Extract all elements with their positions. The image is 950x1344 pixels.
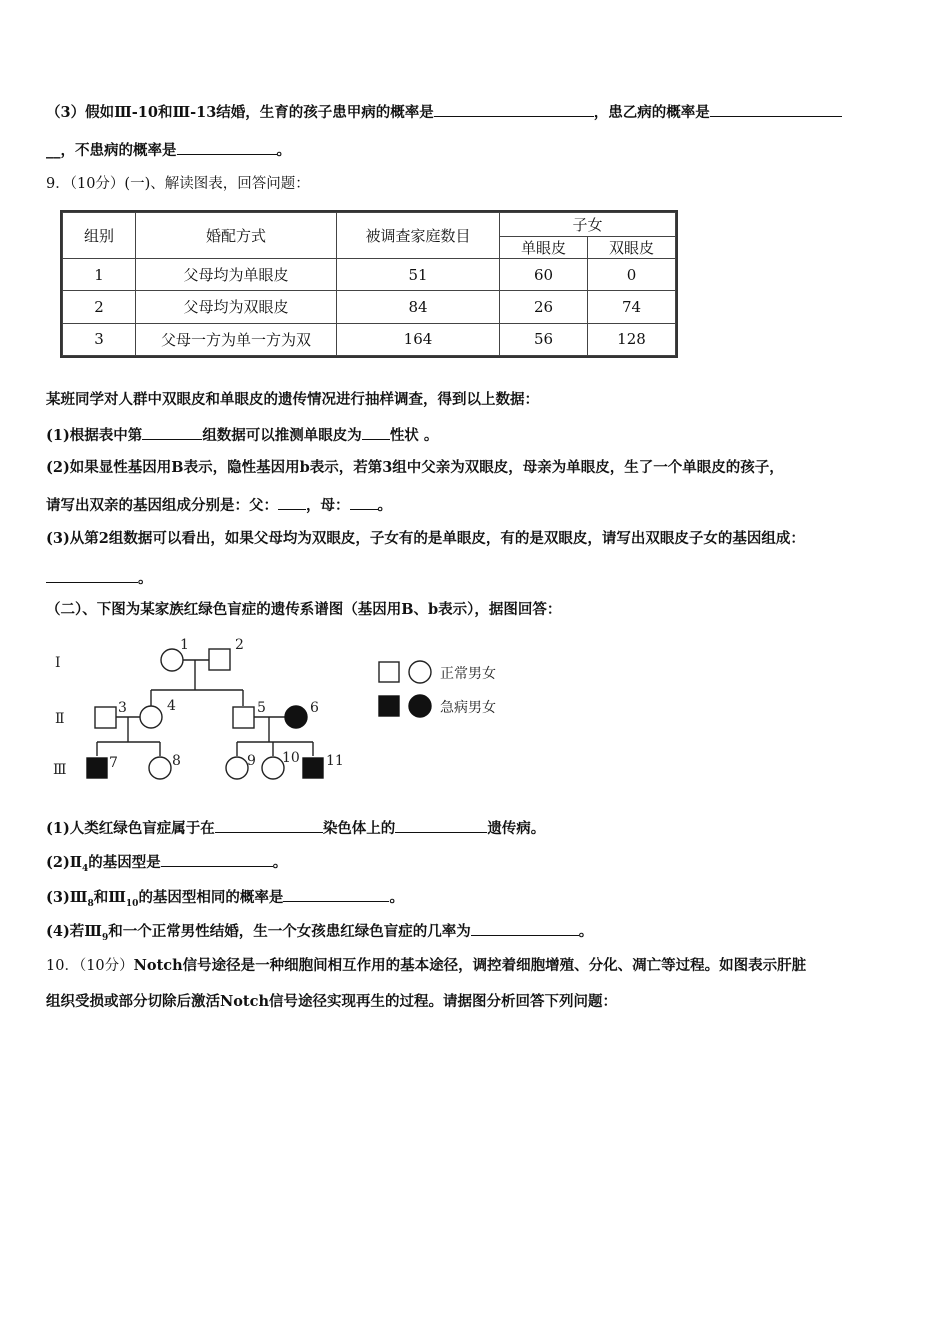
answer-blank xyxy=(362,425,390,440)
q9-sub1-text: (1)根据表中第 xyxy=(46,427,143,444)
answer-blank xyxy=(434,102,594,117)
legend-male-normal xyxy=(379,662,399,682)
table-header: 组别 xyxy=(63,213,136,259)
ped-id: 3 xyxy=(118,700,127,716)
q-text: 的基因型是 xyxy=(88,854,161,871)
answer-blank xyxy=(215,818,323,833)
q9-sub3: (3)从第2组数据可以看出，如果父母均为双眼皮，子女有的是单眼皮，有的是双眼皮，请写出双眼皮子女的基因组成： xyxy=(46,530,805,547)
ped-female-normal xyxy=(140,706,162,728)
q10-line1 xyxy=(46,956,910,976)
answer-blank xyxy=(350,495,378,510)
ped-id: 6 xyxy=(310,700,319,716)
table-header: 单眼皮 xyxy=(500,237,588,259)
table-row xyxy=(63,323,676,355)
answer-blank xyxy=(710,102,842,117)
legend-male-affected xyxy=(379,696,399,716)
answer-blank xyxy=(142,425,202,440)
table-header: 双眼皮 xyxy=(588,237,676,259)
q9-part2-1 xyxy=(46,818,910,839)
table-header: 婚配方式 xyxy=(136,213,337,259)
q9-sub1-text: 组数据可以推测单眼皮为 xyxy=(202,427,362,444)
ped-male-affected xyxy=(303,758,323,778)
q-text: 。 xyxy=(272,854,288,871)
answer-blank xyxy=(395,818,487,833)
answer-blank xyxy=(161,852,273,867)
legend-label: 急病男女 xyxy=(440,700,496,716)
legend-female-affected xyxy=(409,695,431,717)
subscript: 10 xyxy=(125,898,139,909)
q-text: (2)Ⅱ xyxy=(46,854,83,871)
q9-sub2-text: 请写出双亲的基因组成分别是：父： xyxy=(46,497,278,514)
q-text: 染色体上的 xyxy=(322,820,396,837)
q-text: 的基因型相同的概率是 xyxy=(138,889,284,906)
pedigree-chart xyxy=(45,630,565,790)
table-cell: 3 xyxy=(63,323,136,355)
q10-number: 10．（10分） xyxy=(46,958,134,974)
ped-female-affected xyxy=(285,706,307,728)
q3-text: 。 xyxy=(276,142,291,159)
table-cell: 父母均为双眼皮 xyxy=(136,291,337,323)
gen-label: Ⅲ xyxy=(53,762,67,778)
q-text: (1)人类红绿色盲症属于在 xyxy=(46,820,215,837)
q10-text: Notch信号途径是一种细胞间相互作用的基本途径，调控着细胞增殖、分化、凋亡等过程。如图表示肝脏 xyxy=(133,957,807,974)
answer-blank xyxy=(283,887,389,902)
ped-id: 11 xyxy=(326,753,344,769)
answer-blank xyxy=(471,921,579,936)
q-text: (3)Ⅲ xyxy=(46,889,88,906)
q9-sub3-line2 xyxy=(46,568,910,589)
table-cell: 2 xyxy=(63,291,136,323)
table-cell: 60 xyxy=(500,259,588,291)
gen-label: Ⅱ xyxy=(55,711,65,727)
table-header: 子女 xyxy=(500,213,676,237)
q9-part2-4 xyxy=(46,921,910,948)
q-text: 。 xyxy=(389,889,404,906)
table-cell: 1 xyxy=(63,259,136,291)
table-row xyxy=(63,291,676,323)
ped-id: 9 xyxy=(247,753,256,769)
ped-female-normal xyxy=(226,757,248,779)
q3-line xyxy=(46,102,910,123)
gen-label: Ⅰ xyxy=(55,655,61,671)
ped-id: 5 xyxy=(257,700,266,716)
q-text: 。 xyxy=(578,923,594,940)
table-cell: 0 xyxy=(588,259,676,291)
q9-part2-2 xyxy=(46,852,910,879)
table-cell: 84 xyxy=(337,291,500,323)
q3-text: （3）假如Ⅲ-10和Ⅲ-13结婚，生育的孩子患甲病的概率是 xyxy=(46,104,434,121)
q9-part2-header: （二）、下图为某家族红绿色盲症的遗传系谱图（基因用B、b表示），据图回答： xyxy=(46,601,562,618)
subscript: 9 xyxy=(101,932,109,943)
q9-sub2: (2)如果显性基因用B表示，隐性基因用b表示，若第3组中父亲为双眼皮，母亲为单眼皮，生了一个单眼皮的孩子， xyxy=(46,459,784,476)
table-header: 被调查家庭数目 xyxy=(337,213,500,259)
table-cell: 26 xyxy=(500,291,588,323)
q10-line2: 组织受损或部分切除后激活Notch信号途径实现再生的过程。请据图分析回答下列问题： xyxy=(46,993,617,1010)
ped-female-normal xyxy=(262,757,284,779)
ped-male-normal xyxy=(95,707,116,728)
q3-text: __，不患病的概率是 xyxy=(46,142,177,159)
legend-female-normal xyxy=(409,661,431,683)
table-row xyxy=(63,259,676,291)
ped-id: 1 xyxy=(180,637,189,653)
table-cell: 51 xyxy=(337,259,500,291)
ped-male-normal xyxy=(233,707,254,728)
q-text: 遗传病。 xyxy=(487,820,546,837)
table-cell: 164 xyxy=(337,323,500,355)
q3-text: ，患乙病的概率是 xyxy=(593,104,710,121)
ped-id: 2 xyxy=(235,637,244,653)
subscript: 8 xyxy=(87,898,94,909)
q9-sub1-text: 性状 。 xyxy=(389,427,439,444)
ped-id: 4 xyxy=(167,698,176,714)
q-text: 和Ⅲ xyxy=(93,889,126,906)
q9-part2-3 xyxy=(46,887,910,914)
ped-male-normal xyxy=(209,649,230,670)
legend-label: 正常男女 xyxy=(440,666,496,682)
answer-blank xyxy=(278,495,306,510)
table-cell: 128 xyxy=(588,323,676,355)
table-cell: 74 xyxy=(588,291,676,323)
ped-id: 10 xyxy=(282,750,300,766)
ped-female-normal xyxy=(149,757,171,779)
table-cell: 父母均为单眼皮 xyxy=(136,259,337,291)
answer-blank xyxy=(46,568,138,583)
q-text: 和一个正常男性结婚，生一个女孩患红绿色盲症的几率为 xyxy=(108,923,471,940)
ped-id: 8 xyxy=(172,753,181,769)
q3-line-2 xyxy=(46,140,910,161)
ped-male-affected xyxy=(87,758,107,778)
q9-intro: 某班同学对人群中双眼皮和单眼皮的遗传情况进行抽样调查，得到以上数据： xyxy=(46,391,539,408)
answer-blank xyxy=(177,140,277,155)
q-text: (4)若Ⅲ xyxy=(46,923,102,940)
q9-sub1 xyxy=(46,425,910,446)
subscript: 4 xyxy=(82,863,89,874)
q9-sub3-end: 。 xyxy=(138,570,153,587)
table-cell: 56 xyxy=(500,323,588,355)
q9-sub2-text: 。 xyxy=(377,497,392,514)
q9-sub2-text: ，母： xyxy=(306,497,350,514)
survey-table xyxy=(60,210,678,358)
table-cell: 父母一方为单一方为双 xyxy=(136,323,337,355)
q9-header: 9．（10分）(一)、解读图表，回答问题： xyxy=(46,176,310,192)
q9-sub2-line2 xyxy=(46,495,910,516)
ped-id: 7 xyxy=(109,755,118,771)
